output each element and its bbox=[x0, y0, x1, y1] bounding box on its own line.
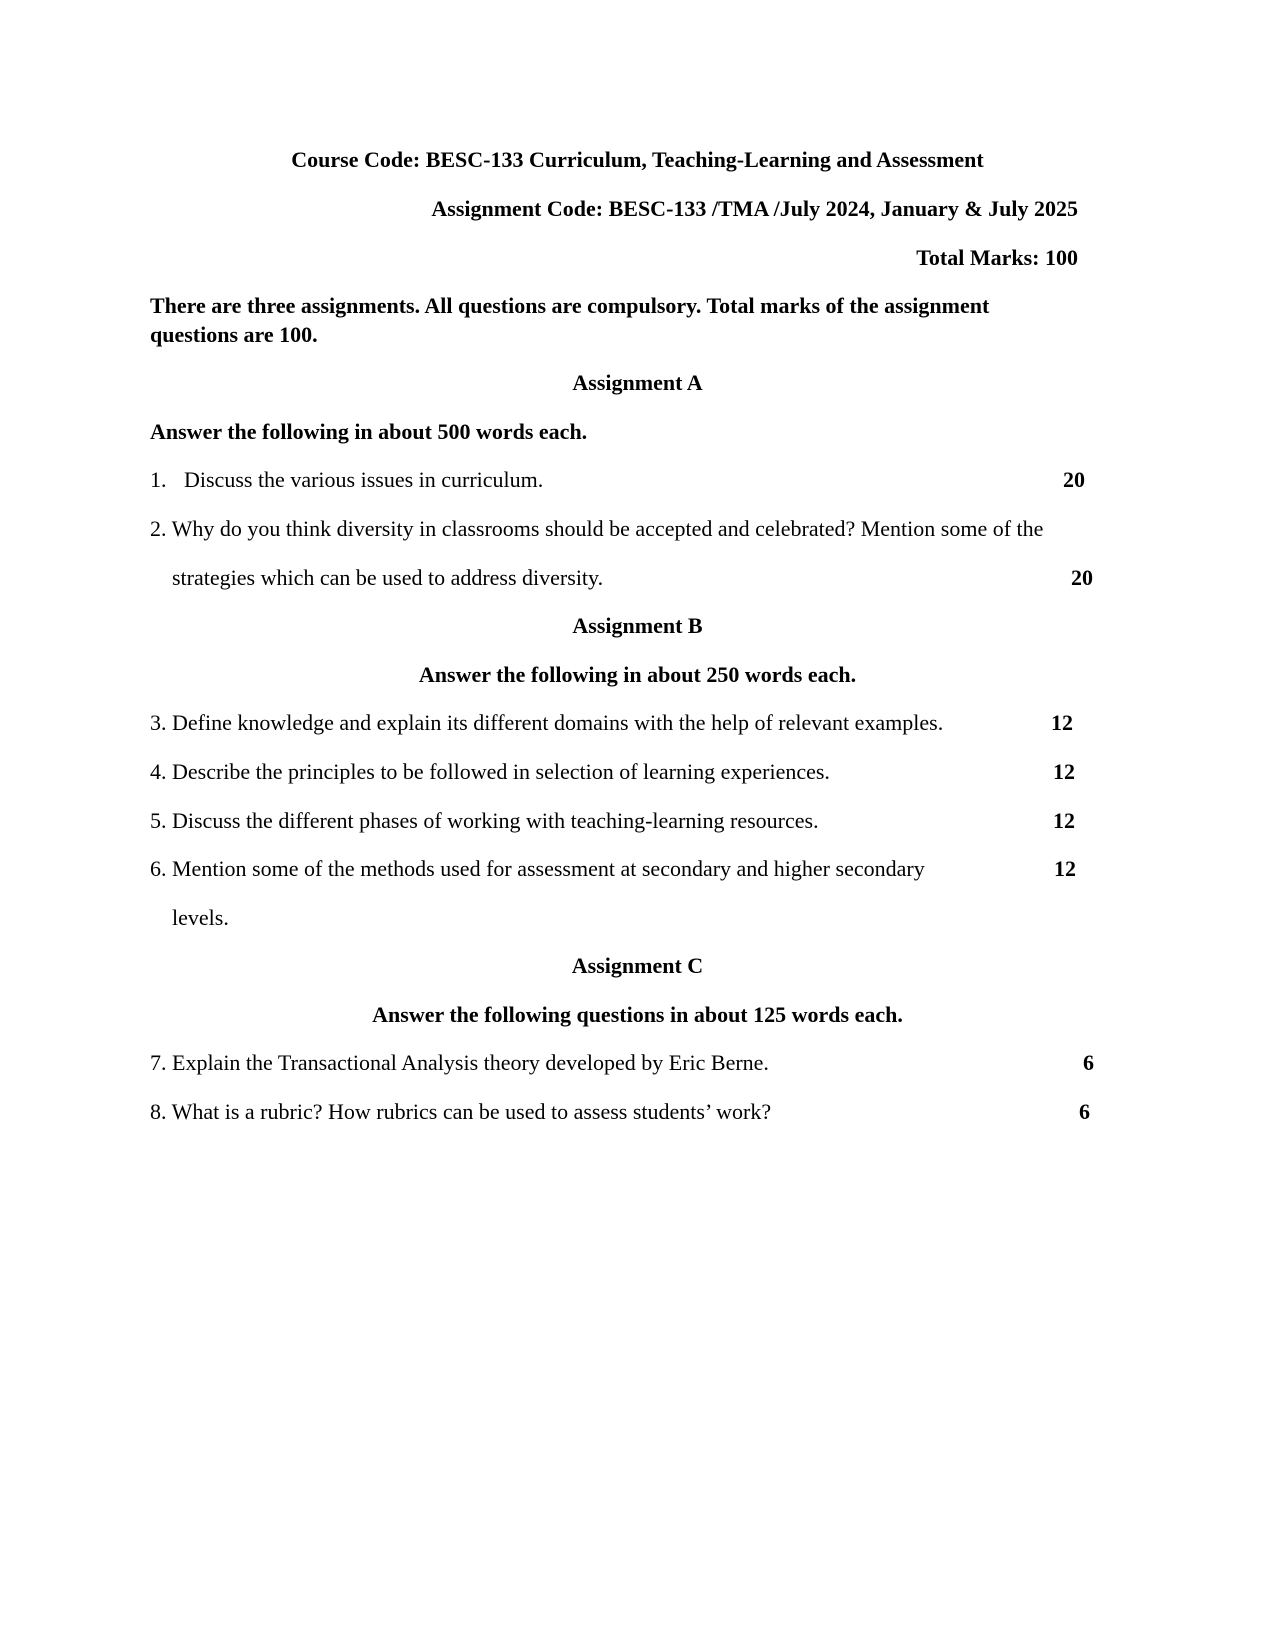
total-marks: Total Marks: 100 bbox=[916, 245, 1078, 270]
question-4-text: 4. Describe the principles to be followed in selection of learning experiences. bbox=[150, 759, 830, 784]
question-8-text: 8. What is a rubric? How rubrics can be used to assess students’ work? bbox=[150, 1099, 772, 1124]
question-3-text: 3. Define knowledge and explain its different domains with the help of relevant examples. bbox=[150, 710, 944, 735]
question-6-marks: 12 bbox=[1054, 856, 1076, 881]
instructions-line-2: questions are 100. bbox=[150, 322, 318, 347]
assignment-b-title: Assignment B bbox=[572, 613, 703, 638]
question-6-line-1: 6. Mention some of the methods used for assessment at secondary and higher secondary bbox=[150, 856, 925, 881]
question-5-text: 5. Discuss the different phases of working with teaching-learning resources. bbox=[150, 808, 819, 833]
course-code-heading: Course Code: BESC-133 Curriculum, Teaching-Learning and Assessment bbox=[291, 147, 984, 172]
assignment-a-instruction: Answer the following in about 500 words each. bbox=[150, 419, 588, 444]
question-7-marks: 6 bbox=[1083, 1050, 1094, 1075]
question-1-text: Discuss the various issues in curriculum. bbox=[184, 467, 544, 492]
assignment-code: Assignment Code: BESC-133 /TMA /July 2024, January & July 2025 bbox=[431, 196, 1078, 221]
question-2-line-2: strategies which can be used to address diversity. bbox=[172, 565, 604, 590]
assignment-a-title: Assignment A bbox=[572, 370, 703, 395]
assignment-c-title: Assignment C bbox=[571, 953, 704, 978]
question-8-marks: 6 bbox=[1079, 1099, 1090, 1124]
question-2-line-1: 2. Why do you think diversity in classrooms should be accepted and celebrated? Mention some of the bbox=[150, 516, 1044, 541]
question-1-number: 1. bbox=[150, 467, 167, 492]
assignment-b-instruction: Answer the following in about 250 words each. bbox=[418, 662, 857, 687]
question-6-line-2: levels. bbox=[172, 905, 229, 930]
assignment-c-instruction: Answer the following questions in about 125 words each. bbox=[372, 1002, 903, 1027]
question-7-text: 7. Explain the Transactional Analysis theory developed by Eric Berne. bbox=[150, 1050, 769, 1075]
question-2-marks: 20 bbox=[1071, 565, 1093, 590]
question-1-marks: 20 bbox=[1063, 467, 1085, 492]
instructions-line-1: There are three assignments. All questions are compulsory. Total marks of the assignment bbox=[150, 293, 990, 318]
question-5-marks: 12 bbox=[1053, 808, 1075, 833]
question-3-marks: 12 bbox=[1051, 710, 1073, 735]
question-4-marks: 12 bbox=[1053, 759, 1075, 784]
